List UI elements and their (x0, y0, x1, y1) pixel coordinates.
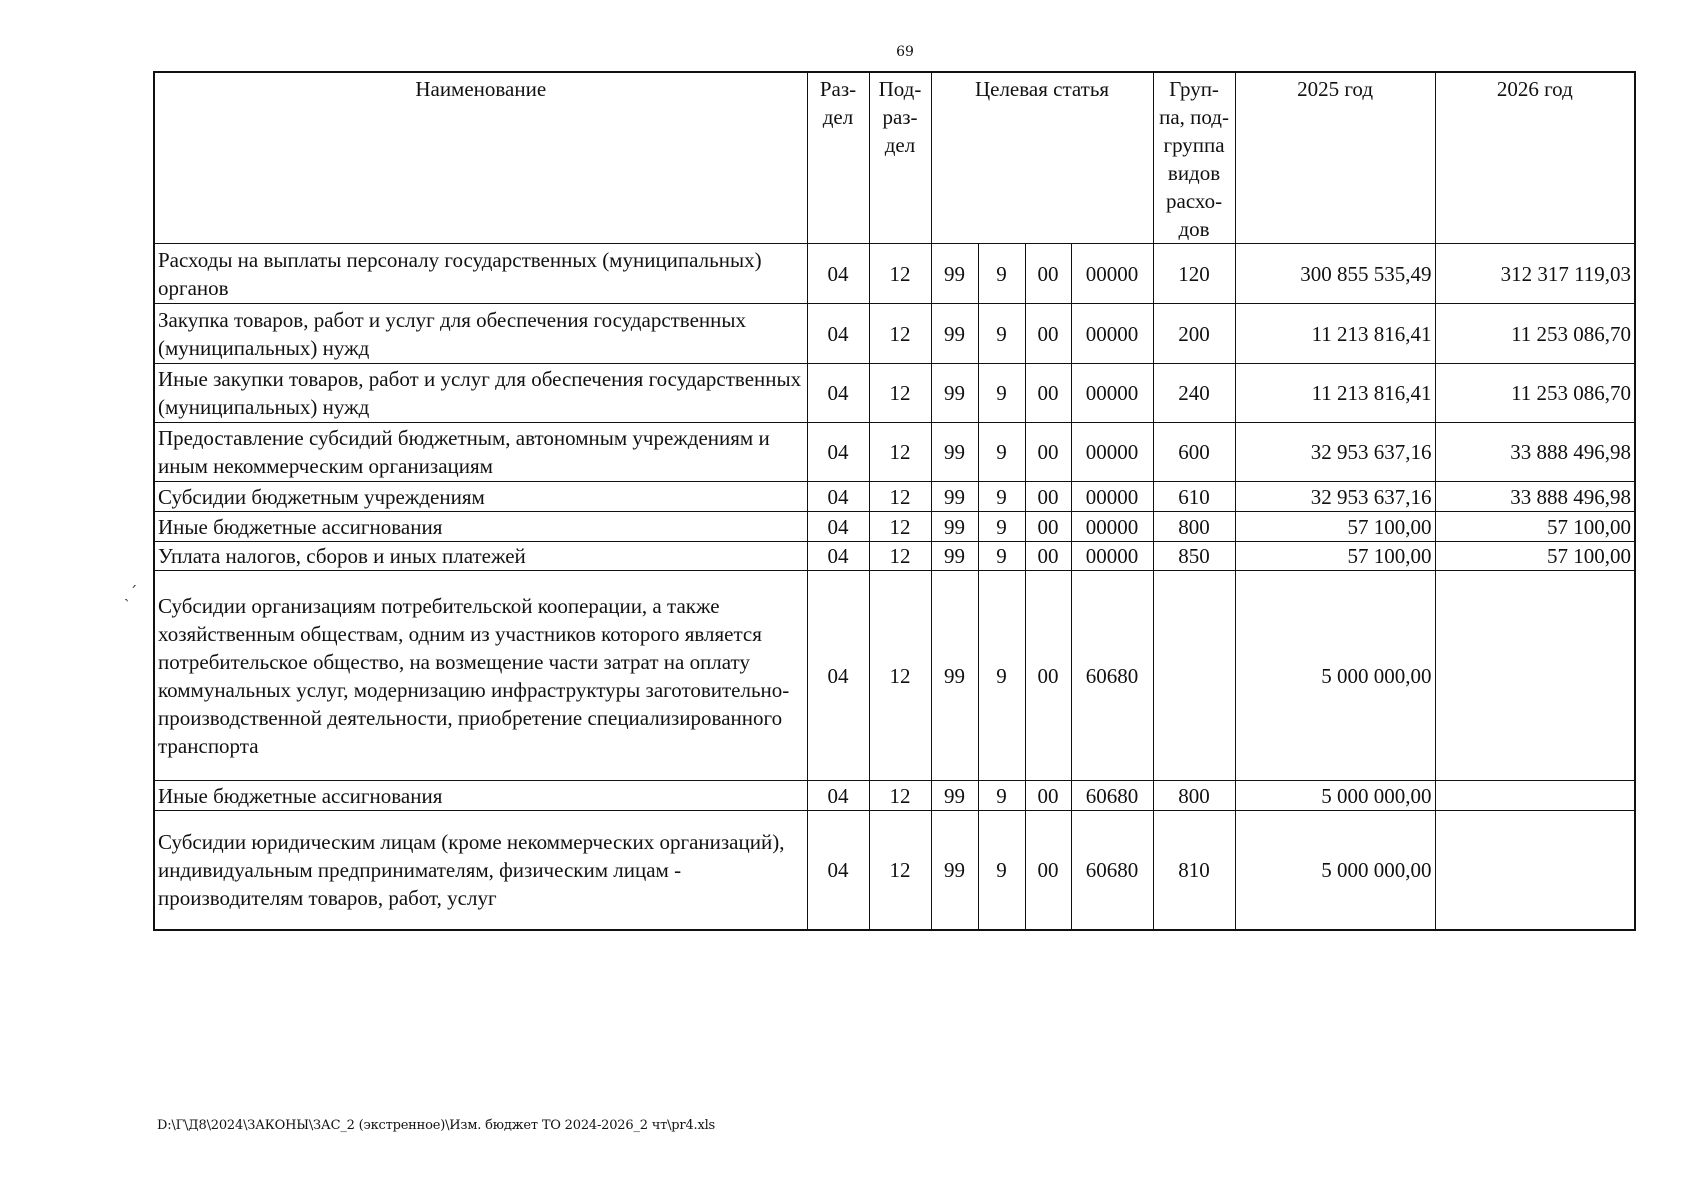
header-section (807, 72, 869, 244)
subsection-code: 12 (869, 304, 931, 364)
amount-2025: 300 855 535,49 (1235, 244, 1435, 304)
table-row (154, 512, 1635, 542)
target-direction-code: 60680 (1071, 781, 1153, 811)
amount-2025: 5 000 000,00 (1235, 571, 1435, 781)
table-row (154, 571, 1635, 781)
table-row (154, 482, 1635, 512)
target-program-code: 99 (931, 542, 978, 571)
section-code: 04 (807, 811, 869, 930)
header-subsection-text: Под- раз- дел (878, 77, 922, 157)
table-row (154, 542, 1635, 571)
target-subprogram-code: 9 (978, 571, 1025, 781)
item-name: Закупка товаров, работ и услуг для обеспечения государственных (муниципальных) нужд (154, 304, 807, 364)
target-direction-code: 00000 (1071, 244, 1153, 304)
table-row (154, 811, 1635, 930)
header-group-text: Груп- па, под- группа видов расхо- дов (1159, 77, 1229, 241)
amount-2025: 5 000 000,00 (1235, 781, 1435, 811)
target-main-event-code: 00 (1025, 304, 1071, 364)
expense-group-code: 850 (1153, 542, 1235, 571)
header-year-2026-text: 2026 год (1496, 77, 1573, 101)
subsection-code: 12 (869, 781, 931, 811)
subsection-code: 12 (869, 482, 931, 512)
target-subprogram-code: 9 (978, 304, 1025, 364)
target-main-event-code: 00 (1025, 542, 1071, 571)
target-program-code: 99 (931, 304, 978, 364)
table-row (154, 304, 1635, 364)
item-name: Субсидии юридическим лицам (кроме некоммерческих организаций), индивидуальным предпринимателям, физическим лицам - производителям товаров, работ, услуг (154, 811, 807, 930)
amount-2025: 11 213 816,41 (1235, 304, 1435, 364)
amount-2026 (1435, 571, 1635, 781)
amount-2026: 57 100,00 (1435, 512, 1635, 542)
subsection-code: 12 (869, 542, 931, 571)
section-code: 04 (807, 482, 869, 512)
target-main-event-code: 00 (1025, 512, 1071, 542)
header-year-2026 (1435, 72, 1635, 244)
amount-2025: 32 953 637,16 (1235, 423, 1435, 482)
target-subprogram-code: 9 (978, 542, 1025, 571)
section-code: 04 (807, 304, 869, 364)
section-code: 04 (807, 423, 869, 482)
table-body (154, 244, 1635, 930)
target-subprogram-code: 9 (978, 364, 1025, 423)
item-name: Расходы на выплаты персоналу государственных (муниципальных) органов (154, 244, 807, 304)
subsection-code: 12 (869, 811, 931, 930)
subsection-code: 12 (869, 571, 931, 781)
expense-group-code: 800 (1153, 781, 1235, 811)
item-name: Иные бюджетные ассигнования (154, 781, 807, 811)
target-subprogram-code: 9 (978, 423, 1025, 482)
header-target: Целевая статья (931, 72, 1153, 244)
target-direction-code: 00000 (1071, 482, 1153, 512)
target-program-code: 99 (931, 811, 978, 930)
header-name: Наименование (154, 72, 807, 244)
amount-2026 (1435, 811, 1635, 930)
amount-2025: 57 100,00 (1235, 512, 1435, 542)
section-code: 04 (807, 512, 869, 542)
amount-2026: 312 317 119,03 (1435, 244, 1635, 304)
target-subprogram-code: 9 (978, 781, 1025, 811)
target-subprogram-code: 9 (978, 244, 1025, 304)
section-code: 04 (807, 781, 869, 811)
amount-2026: 11 253 086,70 (1435, 304, 1635, 364)
header-subsection (869, 72, 931, 244)
expense-group-code: 810 (1153, 811, 1235, 930)
target-main-event-code: 00 (1025, 811, 1071, 930)
subsection-code: 12 (869, 364, 931, 423)
section-code: 04 (807, 244, 869, 304)
table-row (154, 244, 1635, 304)
expense-group-code: 600 (1153, 423, 1235, 482)
target-program-code: 99 (931, 571, 978, 781)
target-program-code: 99 (931, 512, 978, 542)
target-program-code: 99 (931, 364, 978, 423)
page-number: 69 (896, 44, 914, 60)
item-name: Предоставление субсидий бюджетным, автономным учреждениям и иным некоммерческим организациям (154, 423, 807, 482)
amount-2025: 32 953 637,16 (1235, 482, 1435, 512)
target-main-event-code: 00 (1025, 571, 1071, 781)
target-program-code: 99 (931, 244, 978, 304)
subsection-code: 12 (869, 423, 931, 482)
target-program-code: 99 (931, 781, 978, 811)
header-year-2025: 2025 год (1235, 72, 1435, 244)
target-direction-code: 60680 (1071, 811, 1153, 930)
header-section-text: Раз- дел (819, 77, 857, 129)
amount-2026: 33 888 496,98 (1435, 423, 1635, 482)
target-main-event-code: 00 (1025, 364, 1071, 423)
table-row (154, 364, 1635, 423)
amount-2026: 33 888 496,98 (1435, 482, 1635, 512)
target-direction-code: 00000 (1071, 423, 1153, 482)
subsection-code: 12 (869, 244, 931, 304)
amount-2025: 11 213 816,41 (1235, 364, 1435, 423)
target-main-event-code: 00 (1025, 423, 1071, 482)
expense-group-code (1153, 571, 1235, 781)
amount-2026 (1435, 781, 1635, 811)
amount-2025: 5 000 000,00 (1235, 811, 1435, 930)
expense-group-code: 800 (1153, 512, 1235, 542)
expense-group-code: 240 (1153, 364, 1235, 423)
table-row (154, 423, 1635, 482)
section-code: 04 (807, 542, 869, 571)
table-header-row (154, 72, 1635, 244)
target-direction-code: 00000 (1071, 512, 1153, 542)
expense-group-code: 120 (1153, 244, 1235, 304)
subsection-code: 12 (869, 512, 931, 542)
target-direction-code: 00000 (1071, 364, 1153, 423)
item-name: Субсидии организациям потребительской кооперации, а также хозяйственным обществам, одним из участников которого является потребительское общество, на возмещение части затрат на оплату коммунальных услуг, модернизацию инфраструктуры заготовительно-производственной деятельности, приобретение специализированного транспорта (154, 571, 807, 781)
target-main-event-code: 00 (1025, 781, 1071, 811)
budget-table (153, 71, 1636, 931)
target-main-event-code: 00 (1025, 244, 1071, 304)
amount-2025: 57 100,00 (1235, 542, 1435, 571)
target-main-event-code: 00 (1025, 482, 1071, 512)
section-code: 04 (807, 364, 869, 423)
header-group (1153, 72, 1235, 244)
amount-2026: 57 100,00 (1435, 542, 1635, 571)
item-name: Иные бюджетные ассигнования (154, 512, 807, 542)
target-direction-code: 60680 (1071, 571, 1153, 781)
target-program-code: 99 (931, 482, 978, 512)
item-name: Иные закупки товаров, работ и услуг для обеспечения государственных (муниципальных) нужд (154, 364, 807, 423)
target-direction-code: 00000 (1071, 542, 1153, 571)
section-code: 04 (807, 571, 869, 781)
footer-file-path: D:\Г\Д8\2024\ЗАКОНЫ\ЗАС_2 (экстренное)\Изм. бюджет ТО 2024-2026_2 чт\pr4.xls (157, 1118, 716, 1133)
item-name: Субсидии бюджетным учреждениям (154, 482, 807, 512)
target-subprogram-code: 9 (978, 811, 1025, 930)
table-row (154, 781, 1635, 811)
target-program-code: 99 (931, 423, 978, 482)
item-name: Уплата налогов, сборов и иных платежей (154, 542, 807, 571)
expense-group-code: 610 (1153, 482, 1235, 512)
amount-2026: 11 253 086,70 (1435, 364, 1635, 423)
expense-group-code: 200 (1153, 304, 1235, 364)
target-subprogram-code: 9 (978, 512, 1025, 542)
scan-mark: ˏˊ (124, 583, 138, 602)
target-direction-code: 00000 (1071, 304, 1153, 364)
target-subprogram-code: 9 (978, 482, 1025, 512)
